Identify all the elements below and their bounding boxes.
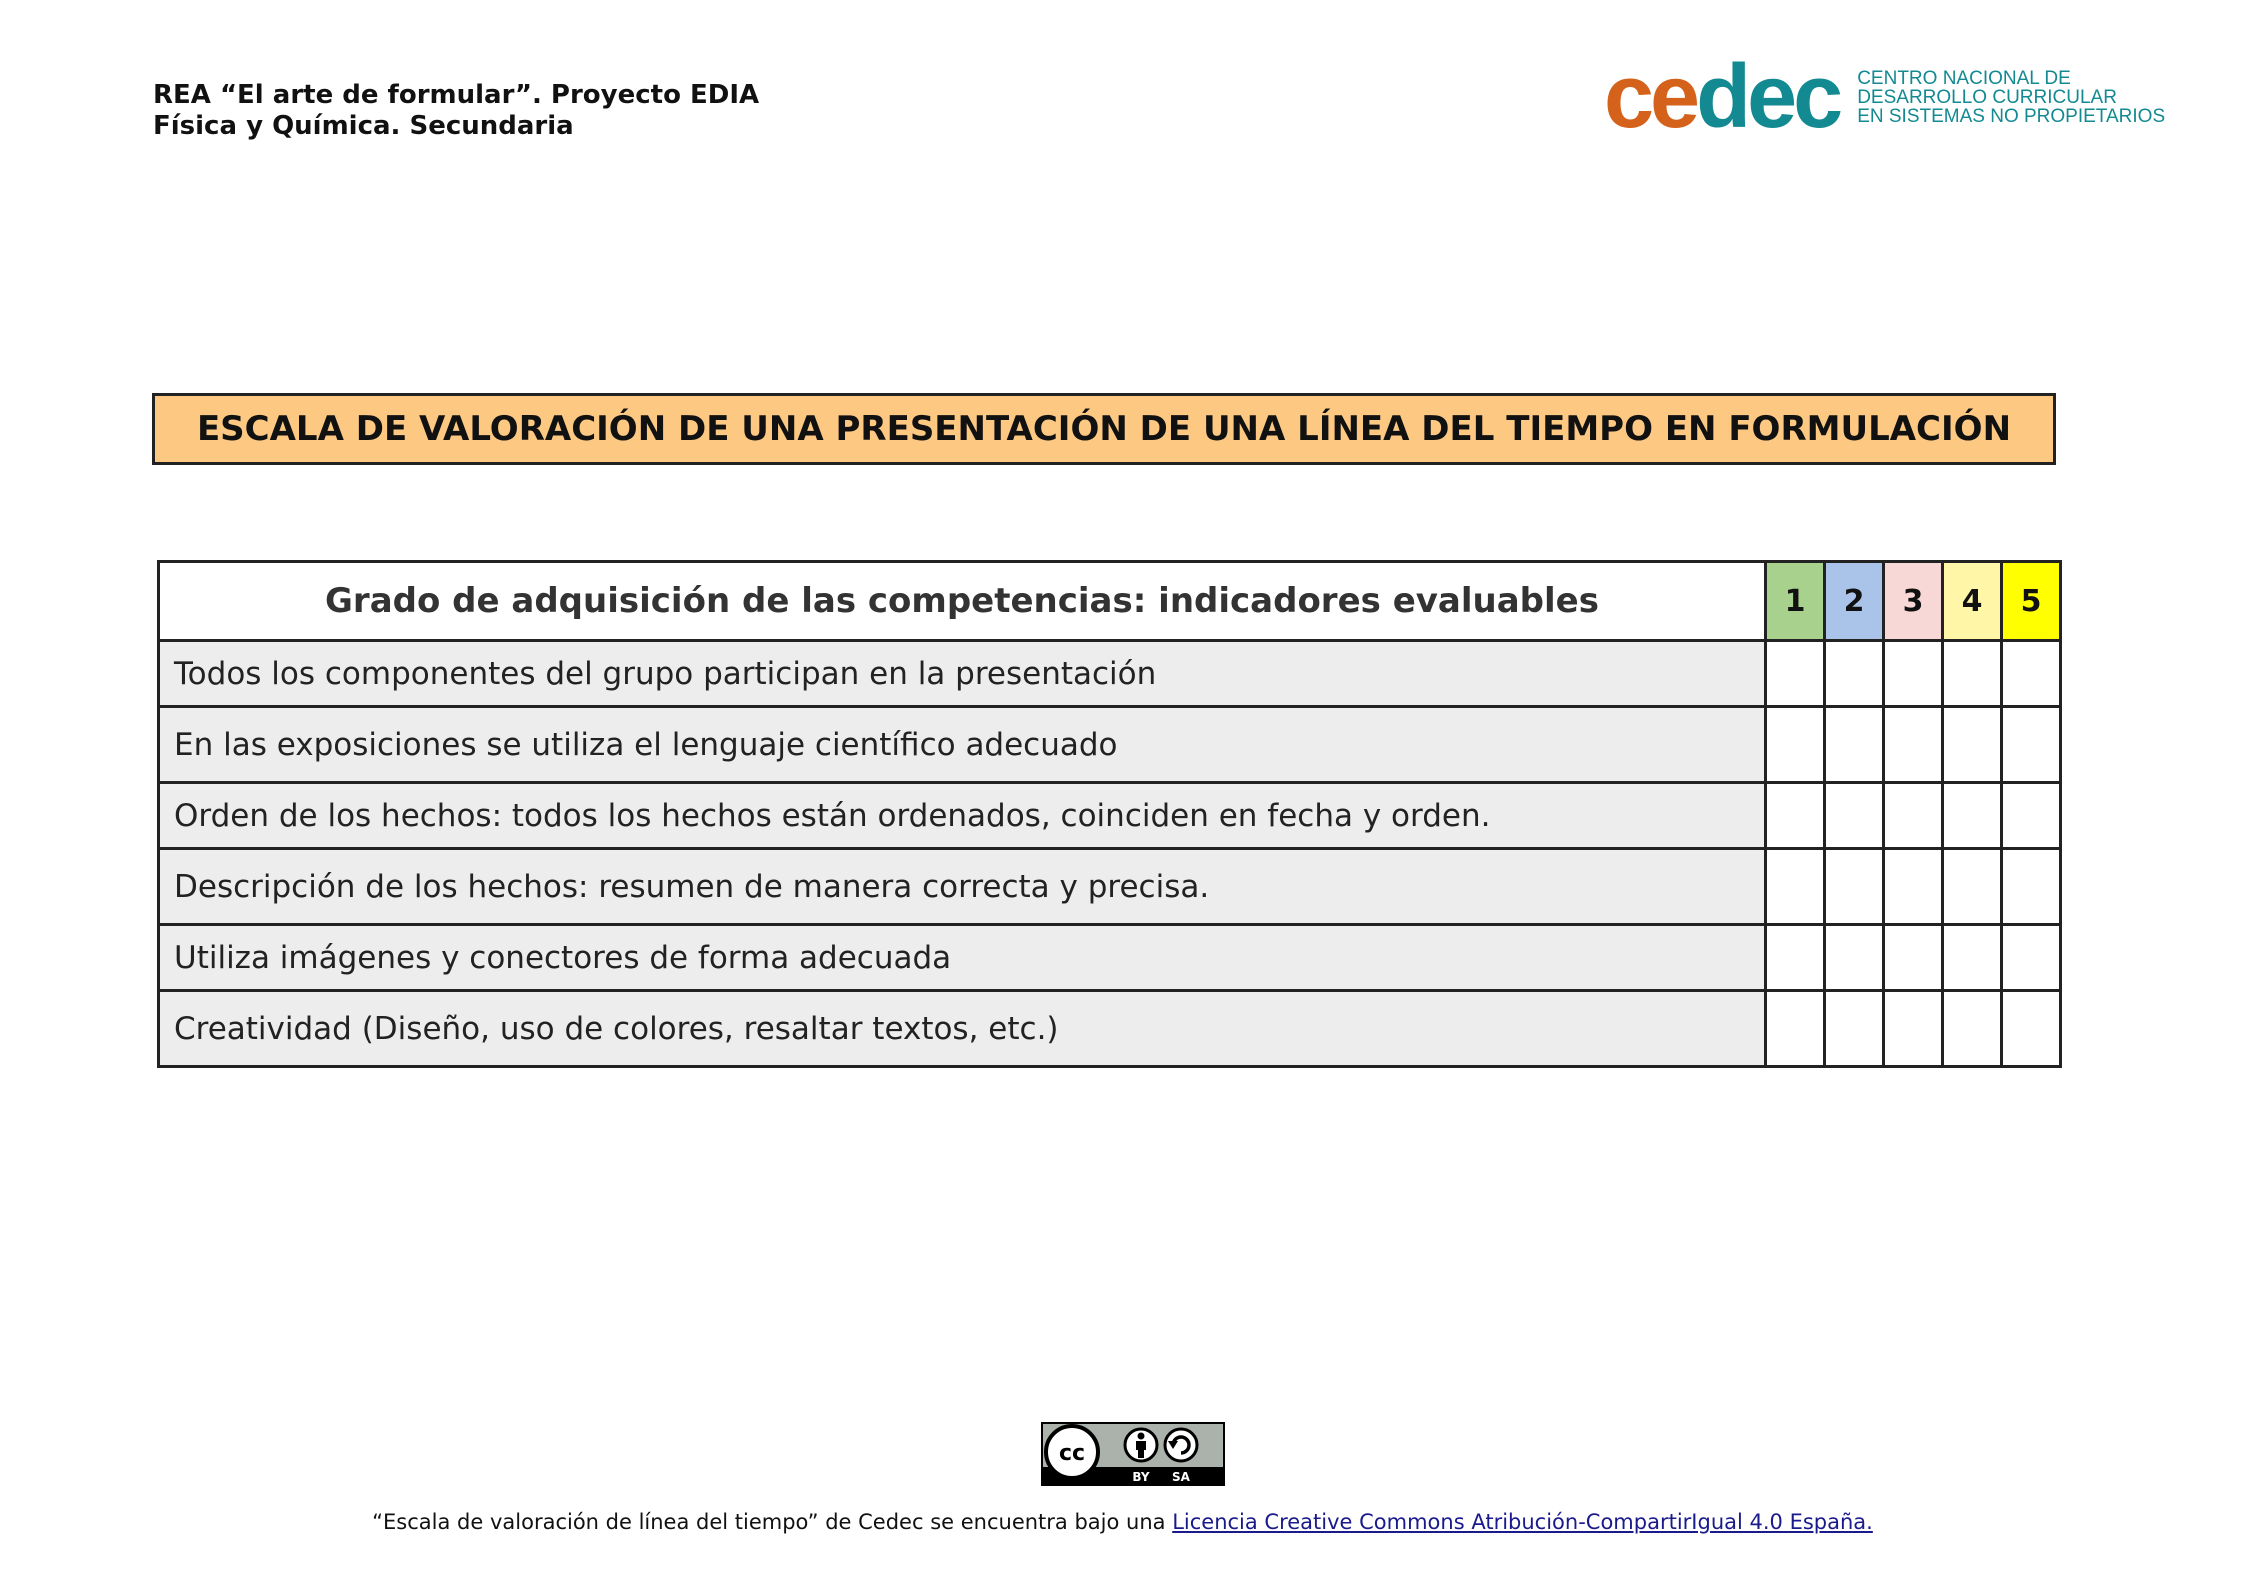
indicator-text: Utiliza imágenes y conectores de forma adecuada bbox=[159, 925, 1766, 991]
score-header-4: 4 bbox=[1943, 562, 2002, 641]
score-cell-5[interactable] bbox=[2002, 641, 2061, 707]
score-header-5: 5 bbox=[2002, 562, 2061, 641]
table-header-row bbox=[159, 562, 2061, 641]
score-cell-4[interactable] bbox=[1943, 641, 2002, 707]
cc-by-sa-badge[interactable] bbox=[1041, 1422, 1225, 1486]
cedec-logo bbox=[1604, 47, 2166, 147]
table-row bbox=[159, 783, 2061, 849]
score-header-3: 3 bbox=[1884, 562, 1943, 641]
indicator-text: Descripción de los hechos: resumen de manera correcta y precisa. bbox=[159, 849, 1766, 925]
score-cell-5[interactable] bbox=[2002, 991, 2061, 1067]
by-label: BY bbox=[1132, 1470, 1150, 1484]
score-cell-5[interactable] bbox=[2002, 925, 2061, 991]
document-header bbox=[153, 80, 759, 142]
sa-label: SA bbox=[1172, 1470, 1190, 1484]
score-cell-1[interactable] bbox=[1766, 707, 1825, 783]
score-cell-5[interactable] bbox=[2002, 849, 2061, 925]
svg-text:cc: cc bbox=[1058, 1441, 1086, 1466]
page-title: ESCALA DE VALORACIÓN DE UNA PRESENTACIÓN DE UNA LÍNEA DEL TIEMPO EN FORMULACIÓN bbox=[152, 393, 2056, 465]
license-notice bbox=[0, 1510, 2245, 1534]
header-subject: Física y Química. Secundaria bbox=[153, 111, 574, 141]
score-cell-3[interactable] bbox=[1884, 783, 1943, 849]
score-cell-4[interactable] bbox=[1943, 707, 2002, 783]
score-cell-2[interactable] bbox=[1825, 707, 1884, 783]
header-project: REA “El arte de formular”. Proyecto EDIA bbox=[153, 80, 760, 110]
score-header-1: 1 bbox=[1766, 562, 1825, 641]
score-cell-4[interactable] bbox=[1943, 991, 2002, 1067]
table-row bbox=[159, 641, 2061, 707]
score-cell-1[interactable] bbox=[1766, 641, 1825, 707]
score-cell-3[interactable] bbox=[1884, 849, 1943, 925]
score-cell-2[interactable] bbox=[1825, 641, 1884, 707]
score-cell-1[interactable] bbox=[1766, 925, 1825, 991]
score-cell-3[interactable] bbox=[1884, 641, 1943, 707]
score-cell-4[interactable] bbox=[1943, 849, 2002, 925]
table-row bbox=[159, 991, 2061, 1067]
license-text: “Escala de valoración de línea del tiempo” de Cedec se encuentra bajo una bbox=[372, 1510, 1173, 1534]
score-cell-1[interactable] bbox=[1766, 991, 1825, 1067]
sa-share-alike-icon bbox=[1165, 1429, 1197, 1461]
indicators-header: Grado de adquisición de las competencias: indicadores evaluables bbox=[159, 562, 1766, 641]
score-cell-3[interactable] bbox=[1884, 991, 1943, 1067]
score-cell-1[interactable] bbox=[1766, 849, 1825, 925]
table-row bbox=[159, 707, 2061, 783]
score-cell-2[interactable] bbox=[1825, 991, 1884, 1067]
score-cell-5[interactable] bbox=[2002, 783, 2061, 849]
indicator-text: Creatividad (Diseño, uso de colores, resaltar textos, etc.) bbox=[159, 991, 1766, 1067]
cedec-logo-subtitle: CENTRO NACIONAL DE DESARROLLO CURRICULAR EN SISTEMAS NO PROPIETARIOS bbox=[1857, 67, 2166, 127]
indicator-text: Todos los componentes del grupo participan en la presentación bbox=[159, 641, 1766, 707]
rubric-table bbox=[157, 560, 2062, 1068]
score-cell-1[interactable] bbox=[1766, 783, 1825, 849]
table-row bbox=[159, 925, 2061, 991]
score-cell-4[interactable] bbox=[1943, 925, 2002, 991]
cedec-logo-word: cedec bbox=[1604, 47, 1840, 147]
indicator-text: En las exposiciones se utiliza el lenguaje científico adecuado bbox=[159, 707, 1766, 783]
table-row bbox=[159, 849, 2061, 925]
score-cell-2[interactable] bbox=[1825, 849, 1884, 925]
score-header-2: 2 bbox=[1825, 562, 1884, 641]
score-cell-2[interactable] bbox=[1825, 783, 1884, 849]
by-attribution-icon bbox=[1125, 1429, 1157, 1461]
license-link[interactable]: Licencia Creative Commons Atribución-CompartirIgual 4.0 España. bbox=[1172, 1510, 1873, 1534]
indicator-text: Orden de los hechos: todos los hechos están ordenados, coinciden en fecha y orden. bbox=[159, 783, 1766, 849]
score-cell-2[interactable] bbox=[1825, 925, 1884, 991]
score-cell-5[interactable] bbox=[2002, 707, 2061, 783]
score-cell-3[interactable] bbox=[1884, 707, 1943, 783]
score-cell-4[interactable] bbox=[1943, 783, 2002, 849]
score-cell-3[interactable] bbox=[1884, 925, 1943, 991]
